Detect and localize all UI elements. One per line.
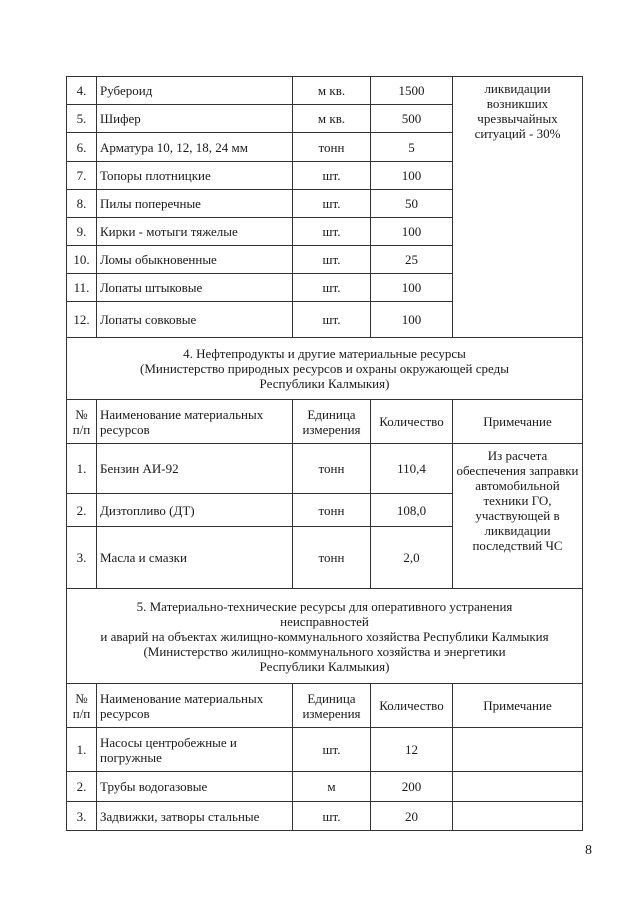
table-row xyxy=(67,444,583,494)
material-name: Топоры плотницкие xyxy=(97,162,293,190)
header-num: № п/п xyxy=(67,684,97,728)
material-qty: 200 xyxy=(371,772,453,802)
material-unit: шт. xyxy=(293,728,371,772)
note-cell xyxy=(453,802,583,831)
material-qty: 100 xyxy=(371,274,453,302)
material-name: Лопаты совковые xyxy=(97,302,293,338)
row-number: 1. xyxy=(67,444,97,494)
material-unit: м xyxy=(293,772,371,802)
section-5-title-row xyxy=(67,589,583,684)
material-unit: тонн xyxy=(293,444,371,494)
table-row xyxy=(67,772,583,802)
header-note: Примечание xyxy=(453,400,583,444)
material-qty: 20 xyxy=(371,802,453,831)
materials-note: ликвидации возникших чрезвычайных ситуаций - 30% xyxy=(453,77,583,338)
row-number: 8. xyxy=(67,190,97,218)
material-name: Трубы водогазовые xyxy=(97,772,293,802)
note-cell xyxy=(453,728,583,772)
section-4-header-row xyxy=(67,400,583,444)
header-note: Примечание xyxy=(453,684,583,728)
row-number: 2. xyxy=(67,772,97,802)
material-qty: 100 xyxy=(371,162,453,190)
material-unit: шт. xyxy=(293,246,371,274)
row-number: 12. xyxy=(67,302,97,338)
material-qty: 50 xyxy=(371,190,453,218)
row-number: 4. xyxy=(67,77,97,105)
material-unit: шт. xyxy=(293,302,371,338)
material-name: Задвижки, затворы стальные xyxy=(97,802,293,831)
material-name: Рубероид xyxy=(97,77,293,105)
header-name: Наименование материальных ресурсов xyxy=(97,400,293,444)
row-number: 10. xyxy=(67,246,97,274)
material-qty: 5 xyxy=(371,133,453,162)
header-name: Наименование материальных ресурсов xyxy=(97,684,293,728)
material-name: Ломы обыкновенные xyxy=(97,246,293,274)
material-unit: м кв. xyxy=(293,77,371,105)
material-unit: шт. xyxy=(293,218,371,246)
material-qty: 1500 xyxy=(371,77,453,105)
page-number: 8 xyxy=(585,843,592,858)
material-name: Пилы поперечные xyxy=(97,190,293,218)
material-qty: 2,0 xyxy=(371,527,453,589)
section-5-header-row xyxy=(67,684,583,728)
material-unit: тонн xyxy=(293,133,371,162)
row-number: 7. xyxy=(67,162,97,190)
material-unit: тонн xyxy=(293,527,371,589)
section-4-note: Из расчета обеспечения заправки автомобильной техники ГО, участвующей в ликвидации последствий ЧС xyxy=(453,444,583,589)
material-unit: шт. xyxy=(293,802,371,831)
material-qty: 100 xyxy=(371,218,453,246)
material-name: Шифер xyxy=(97,105,293,133)
section-4-title: 4. Нефтепродукты и другие материальные ресурсы (Министерство природных ресурсов и охраны окружающей среды Республики Калмыкия) xyxy=(67,338,583,400)
row-number: 1. xyxy=(67,728,97,772)
material-unit: шт. xyxy=(293,162,371,190)
section-5-title: 5. Материально-технические ресурсы для оперативного устранения неисправностей и аварий на объектах жилищно-коммунального хозяйства Республики Калмыкия (Министерство жилищно-коммунального хозяйства и энергетики Республики Калмыкия) xyxy=(67,589,583,684)
header-qty: Количество xyxy=(371,684,453,728)
table-row xyxy=(67,802,583,831)
material-qty: 12 xyxy=(371,728,453,772)
table-row xyxy=(67,77,583,105)
table-row xyxy=(67,728,583,772)
note-cell xyxy=(453,772,583,802)
material-name: Лопаты штыковые xyxy=(97,274,293,302)
material-name: Дизтопливо (ДТ) xyxy=(97,494,293,527)
header-unit: Единица измерения xyxy=(293,684,371,728)
material-name: Насосы центробежные и погружные xyxy=(97,728,293,772)
material-qty: 500 xyxy=(371,105,453,133)
material-qty: 25 xyxy=(371,246,453,274)
header-unit: Единица измерения xyxy=(293,400,371,444)
header-qty: Количество xyxy=(371,400,453,444)
material-unit: шт. xyxy=(293,190,371,218)
material-name: Кирки - мотыги тяжелые xyxy=(97,218,293,246)
row-number: 6. xyxy=(67,133,97,162)
material-name: Бензин АИ-92 xyxy=(97,444,293,494)
material-qty: 108,0 xyxy=(371,494,453,527)
header-num: № п/п xyxy=(67,400,97,444)
section-4-title-row xyxy=(67,338,583,400)
row-number: 2. xyxy=(67,494,97,527)
row-number: 11. xyxy=(67,274,97,302)
material-name: Масла и смазки xyxy=(97,527,293,589)
row-number: 3. xyxy=(67,527,97,589)
material-unit: шт. xyxy=(293,274,371,302)
material-qty: 100 xyxy=(371,302,453,338)
row-number: 9. xyxy=(67,218,97,246)
materials-table-continued xyxy=(66,76,583,831)
row-number: 3. xyxy=(67,802,97,831)
material-qty: 110,4 xyxy=(371,444,453,494)
material-name: Арматура 10, 12, 18, 24 мм xyxy=(97,133,293,162)
material-unit: м кв. xyxy=(293,105,371,133)
material-unit: тонн xyxy=(293,494,371,527)
row-number: 5. xyxy=(67,105,97,133)
